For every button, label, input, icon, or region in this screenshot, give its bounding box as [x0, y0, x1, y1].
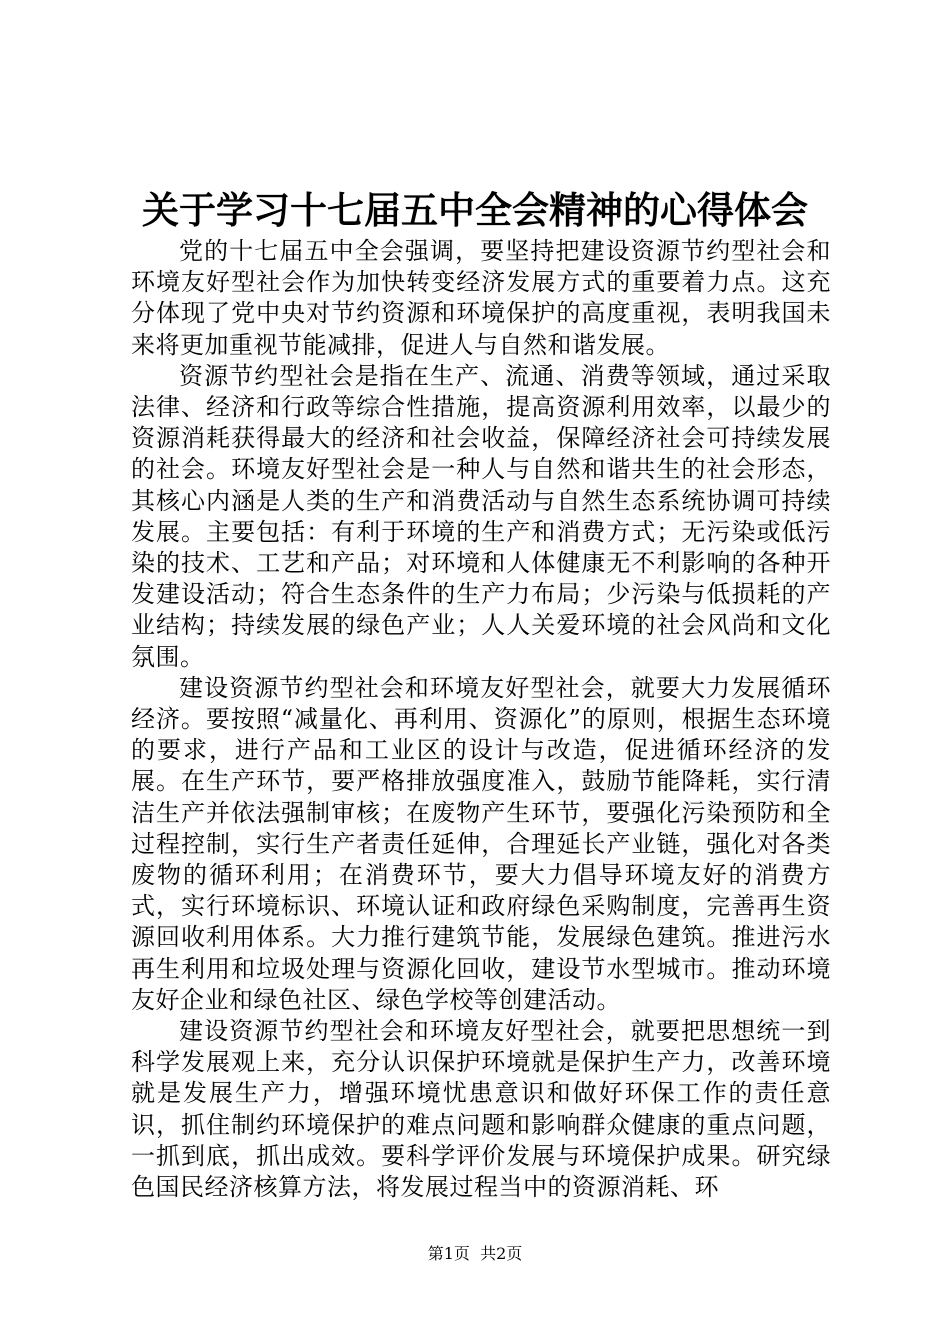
paragraph-3: 建设资源节约型社会和环境友好型社会，就要大力发展循环经济。要按照“减量化、再利用、资源化”的原则，根据生态环境的要求，进行产品和工业区的设计与改造，促进循环经济的发展。在生产环节，要严格排放强度准入，鼓励节能降耗，实行清洁生产并依法强制审核；在废物产生环节，要强化污染预防和全过程控制，实行生产者责任延伸，合理延长产业链，强化对各类废物的循环利用；在消费环节，要大力倡导环境友好的消费方式，实行环境标识、环境认证和政府绿色采购制度，完善再生资源回收利用体系。大力推行建筑节能，发展绿色建筑。推进污水再生利用和垃圾处理与资源化回收，建设节水型城市。推动环境友好企业和绿色社区、绿色学校等创建活动。: [131, 673, 831, 1014]
paragraph-1: 党的十七届五中全会强调，要坚持把建设资源节约型社会和环境友好型社会作为加快转变经济发展方式的重要着力点。这充分体现了党中央对节约资源和环境保护的高度重视，表明我国未来将更加重视节能减排，促进人与自然和谐发展。: [131, 237, 831, 359]
document-title: 关于学习十七届五中全会精神的心得体会: [142, 188, 808, 232]
page-footer: [0, 1243, 950, 1265]
paragraph-2: 资源节约型社会是指在生产、流通、消费等领域，通过采取法律、经济和行政等综合性措施，提高资源利用效率，以最少的资源消耗获得最大的经济和社会收益，保障经济社会可持续发展的社会。环境友好型社会是一种人与自然和谐共生的社会形态，其核心内涵是人类的生产和消费活动与自然生态系统协调可持续发展。主要包括：有利于环境的生产和消费方式；无污染或低污染的技术、工艺和产品；对环境和人体健康无不利影响的各种开发建设活动；符合生态条件的生产力布局；少污染与低损耗的产业结构；持续发展的绿色产业；人人关爱环境的社会风尚和文化氛围。: [131, 361, 831, 671]
document-body: [131, 236, 831, 1203]
page-total: 共2页: [480, 1244, 523, 1263]
footer-separator: [470, 1244, 480, 1263]
page-number: 第1页: [427, 1244, 470, 1263]
paragraph-4: 建设资源节约型社会和环境友好型社会，就要把思想统一到科学发展观上来，充分认识保护环境就是保护生产力，改善环境就是发展生产力，增强环境忧患意识和做好环保工作的责任意识，抓住制约环境保护的难点问题和影响群众健康的重点问题，一抓到底，抓出成效。要科学评价发展与环境保护成果。研究绿色国民经济核算方法，将发展过程当中的资源消耗、环: [131, 1017, 831, 1202]
